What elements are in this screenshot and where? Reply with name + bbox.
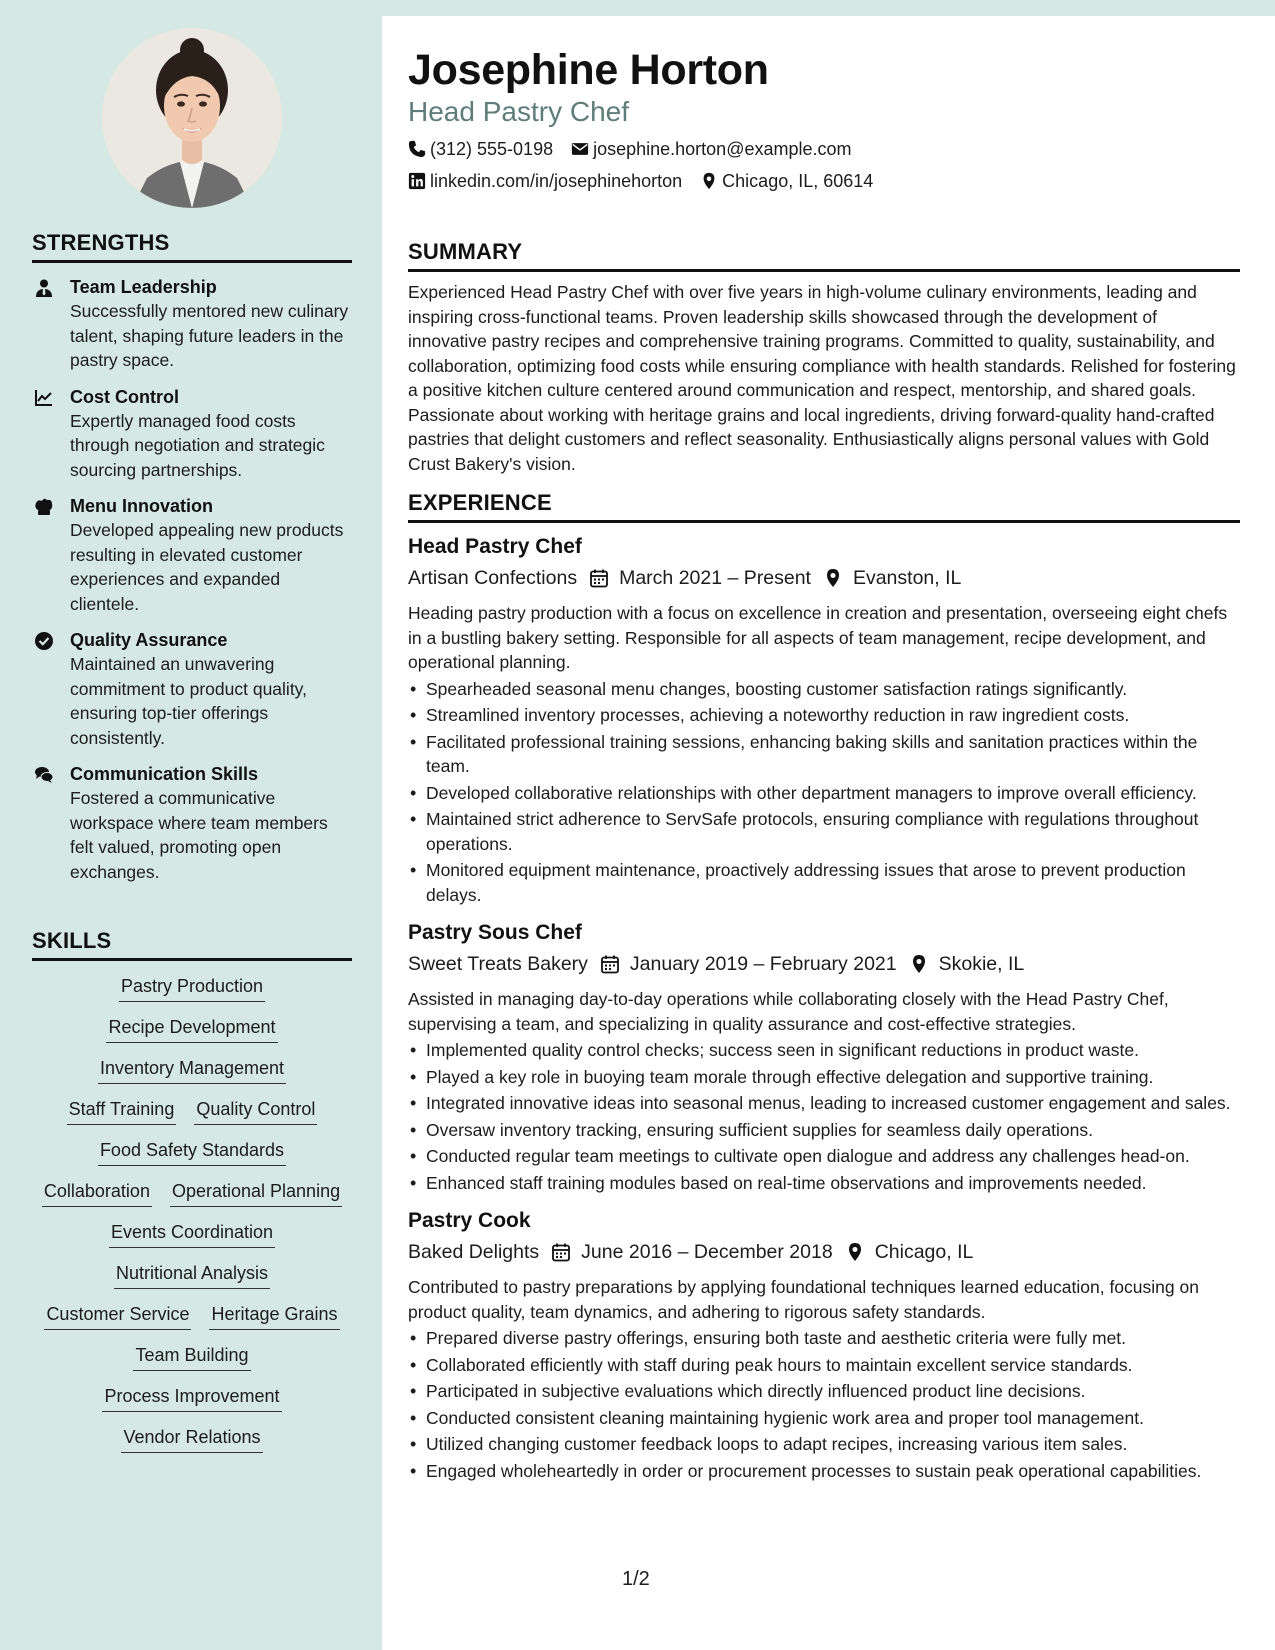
job-description: Assisted in managing day-to-day operations while collaborating closely with the Head Pastry Chef, supervising a team, and specializing in quality assurance and cost-effective strategies. — [408, 989, 1169, 1034]
job-title: Head Pastry Chef — [408, 535, 582, 558]
strength-title: Menu Innovation — [70, 496, 213, 516]
summary-section — [408, 239, 1240, 476]
job-description: Contributed to pastry preparations by applying foundational techniques learned education, focusing on product quality, team dynamics, and adhering to rigorous safety standards. — [408, 1277, 1199, 1322]
skill-tag: Quality Control — [194, 1096, 317, 1125]
job-bullets — [408, 1038, 1240, 1195]
chart-line-icon — [32, 385, 70, 483]
skill-tag: Inventory Management — [98, 1055, 286, 1084]
strength-desc: Developed appealing new products resulting in elevated customer experiences and expanded clientele. — [70, 520, 344, 614]
calendar-icon — [600, 954, 620, 974]
check-circle-icon — [32, 628, 70, 750]
comments-icon — [32, 762, 70, 884]
phone-text: (312) 555-0198 — [430, 139, 554, 159]
map-marker-icon — [823, 568, 843, 588]
summary-title: SUMMARY — [408, 239, 1240, 272]
skill-tag: Nutritional Analysis — [114, 1260, 270, 1289]
envelope-icon — [571, 140, 589, 158]
skill-tag: Vendor Relations — [121, 1424, 262, 1453]
job-bullet: • Participated in subjective evaluations which directly influenced product line decisions. — [408, 1379, 1240, 1404]
skills-section — [32, 928, 352, 1453]
job-bullets — [408, 1326, 1240, 1483]
email-text: josephine.horton@example.com — [593, 139, 852, 159]
skill-tag: Team Building — [133, 1342, 250, 1371]
job-bullet: • Conducted regular team meetings to cultivate open dialogue and address any challenges head-on. — [408, 1144, 1240, 1169]
strength-desc: Expertly managed food costs through negotiation and strategic sourcing partnerships. — [70, 410, 325, 480]
job-bullets — [408, 677, 1240, 908]
summary-text: Experienced Head Pastry Chef with over five years in high-volume culinary environments, leading and inspiring cross-functional teams. Proven leadership skills showcased through the development of innovative pastry recipes and comprehensive training programs. Committed to quality, sustainability, and collaboration, optimizing food costs while ensuring compliance with health standards. Relished for fostering a positive kitchen culture centered around communication and respect, mentorship, and shared goals. Passionate about working with heritage grains and local ingredients, driving forward-quality hand-crafted pastries that delight customers and reflect seasonality. Enthusiastically aligns personal values with Gold Crust Bakery's vision. — [408, 282, 1236, 474]
experience-section — [408, 490, 1240, 1483]
skills-list — [32, 973, 352, 1453]
strength-item — [32, 628, 352, 750]
job-bullet: • Integrated innovative ideas into seasonal menus, leading to increased customer engagement and sales. — [408, 1091, 1240, 1116]
experience-title: EXPERIENCE — [408, 490, 1240, 523]
page-number: 1/2 — [622, 1568, 650, 1590]
strength-item — [32, 762, 352, 884]
job-meta — [408, 949, 1240, 979]
job-location: Chicago, IL — [874, 1241, 974, 1263]
job-entry — [408, 1207, 1240, 1483]
job-bullet: • Implemented quality control checks; success seen in significant reductions in product waste. — [408, 1038, 1240, 1063]
contact-linkedin[interactable] — [408, 169, 682, 193]
job-bullet: • Played a key role in buoying team morale through effective delegation and supportive training. — [408, 1065, 1240, 1090]
strength-title: Team Leadership — [70, 277, 217, 297]
top-band — [382, 0, 1275, 16]
job-dates: June 2016 – December 2018 — [581, 1241, 833, 1263]
strength-desc: Maintained an unwavering commitment to product quality, ensuring top-tier offerings consistently. — [70, 654, 307, 748]
user-tie-icon — [32, 275, 70, 373]
strength-item — [32, 385, 352, 483]
candidate-role: Head Pastry Chef — [408, 96, 629, 127]
avatar — [102, 28, 282, 208]
chef-hat-icon — [32, 494, 70, 616]
job-company: Sweet Treats Bakery — [408, 953, 588, 975]
strengths-section — [32, 230, 352, 884]
phone-icon — [408, 140, 426, 158]
strengths-title: STRENGTHS — [32, 230, 352, 263]
skill-tag: Pastry Production — [119, 973, 265, 1002]
job-meta — [408, 563, 1240, 593]
job-entry — [408, 533, 1240, 907]
job-bullet: • Collaborated efficiently with staff during peak hours to maintain excellent service standards. — [408, 1353, 1240, 1378]
skill-tag: Recipe Development — [106, 1014, 277, 1043]
job-bullet: • Oversaw inventory tracking, ensuring sufficient supplies for seamless daily operations. — [408, 1118, 1240, 1143]
contact-phone[interactable] — [408, 137, 553, 161]
main-content — [408, 16, 1240, 1483]
job-entry — [408, 919, 1240, 1195]
calendar-icon — [551, 1242, 571, 1262]
contact-email[interactable] — [571, 137, 851, 161]
job-bullet: • Developed collaborative relationships with other department managers to improve overall efficiency. — [408, 781, 1240, 806]
skill-tag: Food Safety Standards — [98, 1137, 286, 1166]
contact-row-2 — [408, 169, 1240, 193]
job-bullet: • Monitored equipment maintenance, proactively addressing issues that arose to prevent production delays. — [408, 858, 1240, 907]
job-meta — [408, 1237, 1240, 1267]
map-marker-icon — [845, 1242, 865, 1262]
skills-title: SKILLS — [32, 928, 352, 961]
strength-item — [32, 494, 352, 616]
linkedin-icon — [408, 172, 426, 190]
job-bullet: • Streamlined inventory processes, achieving a noteworthy reduction in raw ingredient costs. — [408, 703, 1240, 728]
job-description: Heading pastry production with a focus on excellence in creation and presentation, overseeing eight chefs in a bustling bakery setting. Responsible for all aspects of team management, recipe development, and operational planning. — [408, 603, 1228, 672]
job-bullet: • Maintained strict adherence to ServSafe protocols, ensuring compliance with regulations throughout operations. — [408, 807, 1240, 856]
contact-location — [700, 169, 873, 193]
linkedin-text: linkedin.com/in/josephinehorton — [430, 171, 683, 191]
job-title: Pastry Sous Chef — [408, 921, 582, 944]
strength-title: Cost Control — [70, 386, 179, 407]
profile-photo — [102, 28, 282, 208]
job-bullet: • Utilized changing customer feedback loops to adapt recipes, increasing various item sales. — [408, 1432, 1240, 1457]
job-bullet: • Engaged wholeheartedly in order or procurement processes to sustain peak operational capabilities. — [408, 1459, 1240, 1484]
job-bullet: • Spearheaded seasonal menu changes, boosting customer satisfaction ratings significantly. — [408, 677, 1240, 702]
strength-item — [32, 275, 352, 373]
skill-tag: Heritage Grains — [209, 1301, 339, 1330]
job-dates: March 2021 – Present — [619, 567, 811, 589]
skill-tag: Events Coordination — [109, 1219, 275, 1248]
job-title: Pastry Cook — [408, 1209, 531, 1232]
skill-tag: Collaboration — [42, 1178, 152, 1207]
strength-desc: Successfully mentored new culinary talent, shaping future leaders in the pastry space. — [70, 301, 349, 370]
location-text: Chicago, IL, 60614 — [722, 171, 874, 191]
job-company: Baked Delights — [408, 1241, 540, 1263]
job-location: Evanston, IL — [852, 567, 962, 589]
job-company: Artisan Confections — [408, 567, 578, 589]
skill-tag: Staff Training — [67, 1096, 177, 1125]
map-marker-icon — [909, 954, 929, 974]
strength-desc: Fostered a communicative workspace where team members felt valued, promoting open exchanges. — [70, 788, 328, 882]
job-dates: January 2019 – February 2021 — [629, 953, 897, 975]
skill-tag: Customer Service — [44, 1301, 191, 1330]
strength-title: Communication Skills — [70, 764, 259, 784]
map-marker-icon — [700, 172, 718, 190]
job-location: Skokie, IL — [938, 953, 1025, 975]
job-bullet: • Prepared diverse pastry offerings, ensuring both taste and aesthetic criteria were fully met. — [408, 1326, 1240, 1351]
skill-tag: Process Improvement — [102, 1383, 281, 1412]
candidate-name: Josephine Horton — [408, 46, 769, 94]
job-bullet: • Facilitated professional training sessions, enhancing baking skills and sanitation practices within the team. — [408, 730, 1240, 779]
skill-tag: Operational Planning — [170, 1178, 342, 1207]
calendar-icon — [589, 568, 609, 588]
job-bullet: • Enhanced staff training modules based on real-time observations and improvements needed. — [408, 1171, 1240, 1196]
strength-title: Quality Assurance — [70, 630, 228, 650]
contact-row — [408, 137, 1240, 161]
job-bullet: • Conducted consistent cleaning maintaining hygienic work area and proper tool management. — [408, 1406, 1240, 1431]
